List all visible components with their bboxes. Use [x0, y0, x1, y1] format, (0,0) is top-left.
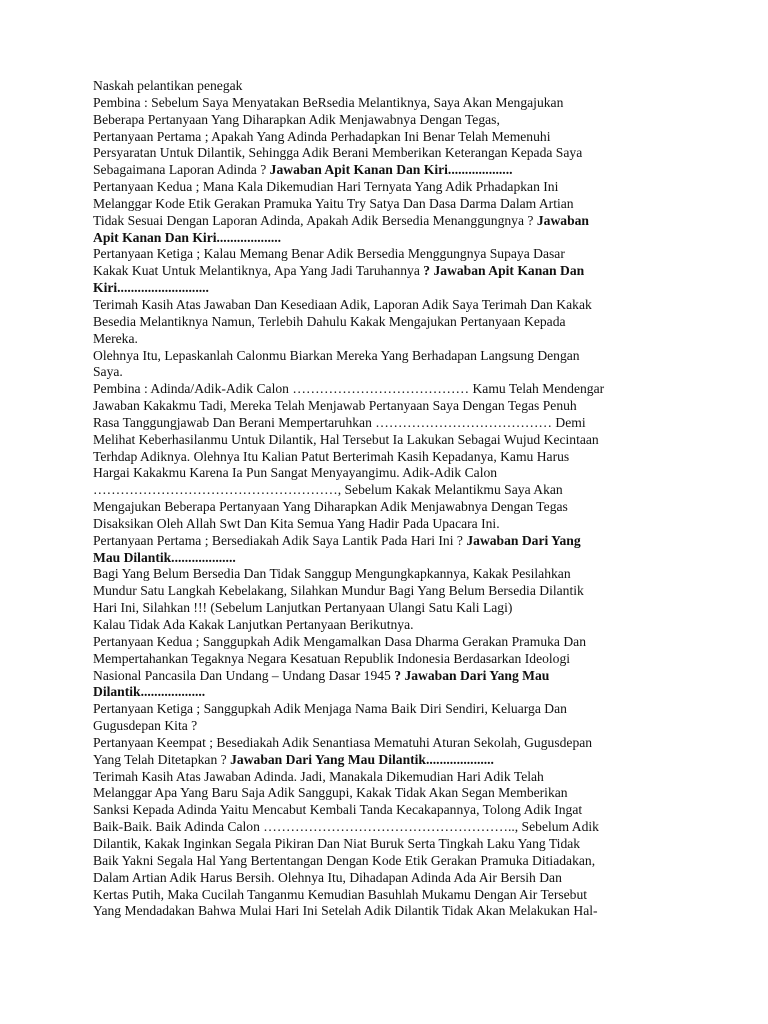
text-line	[93, 280, 693, 297]
text-line	[93, 432, 693, 449]
line-text: Pertanyaan Keempat ; Besediakah Adik Senantiasa Mematuhi Aturan Sekolah, Gugusdepan	[93, 734, 593, 750]
line-text: Naskah pelantikan penegak	[93, 78, 243, 93]
line-text: Tidak Sesuai Dengan Laporan Adinda, Apakah Adik Bersedia Menanggungnya ?	[93, 212, 537, 228]
line-text: Nasional Pancasila Dan Undang – Undang Dasar 1945	[93, 667, 395, 683]
text-line	[93, 499, 693, 516]
answer-text: Jawaban Dari Yang	[466, 532, 581, 548]
answer-text: ? Jawaban Apit Kanan Dan	[423, 263, 585, 279]
line-text: Baik-Baik. Baik Adinda Calon ……………………………………………….., Sebelum Adik	[93, 819, 599, 835]
line-text: Persyaratan Untuk Dilantik, Sehingga Adik Berani Memberikan Keterangan Kepada Saya	[93, 145, 583, 161]
line-text: Mundur Satu Langkah Kebelakang, Silahkan Mundur Bagi Yang Belum Bersedia Dilantik	[93, 583, 584, 599]
text-line	[93, 381, 693, 398]
answer-text: Dilantik...................	[93, 684, 206, 700]
text-line	[93, 213, 693, 230]
text-line	[93, 230, 693, 247]
line-text: Mereka.	[93, 330, 138, 346]
line-text: Sebagaimana Laporan Adinda ?	[93, 162, 270, 178]
text-line	[93, 465, 693, 482]
line-text: Baik Yakni Segala Hal Yang Bertentangan Dengan Kode Etik Gerakan Pramuka Ditiadakan,	[93, 852, 596, 868]
text-line	[93, 263, 693, 280]
line-text: Melanggar Apa Yang Baru Saja Adik Sanggupi, Kakak Tidak Akan Segan Memberikan	[93, 785, 568, 801]
text-line	[93, 583, 693, 600]
line-text: Pertanyaan Ketiga ; Sanggupkah Adik Menjaga Nama Baik Diri Sendiri, Keluarga Dan	[93, 701, 567, 717]
document-body	[93, 78, 693, 920]
text-line	[93, 802, 693, 819]
text-line	[93, 179, 693, 196]
text-line	[93, 617, 693, 634]
text-line	[93, 853, 693, 870]
line-text: Olehnya Itu, Lepaskanlah Calonmu Biarkan Mereka Yang Berhadapan Langsung Dengan	[93, 347, 580, 363]
text-line	[93, 364, 693, 381]
text-line	[93, 600, 693, 617]
text-line	[93, 735, 693, 752]
line-text: Bagi Yang Belum Bersedia Dan Tidak Sanggup Mengungkapkannya, Kakak Pesilahkan	[93, 566, 571, 582]
text-line	[93, 550, 693, 567]
text-line	[93, 112, 693, 129]
line-text: Terhdap Adiknya. Olehnya Itu Kalian Patut Berterimah Kasih Kepadanya, Kamu Harus	[93, 448, 570, 464]
line-text: Pertanyaan Ketiga ; Kalau Memang Benar Adik Bersedia Menggungnya Supaya Dasar	[93, 246, 565, 262]
text-line	[93, 566, 693, 583]
line-text: Besedia Melantiknya Namun, Terlebih Dahulu Kakak Mengajukan Pertanyaan Kepada	[93, 313, 566, 329]
line-text: Kalau Tidak Ada Kakak Lanjutkan Pertanyaan Berikutnya.	[93, 617, 414, 632]
line-text: Yang Telah Ditetapkan ?	[93, 751, 231, 767]
text-line	[93, 701, 693, 718]
text-line	[93, 870, 693, 887]
line-text: Rasa Tanggungjawab Dan Berani Mempertaruhkan ………………………………… Demi	[93, 414, 586, 430]
text-line	[93, 482, 693, 499]
text-line	[93, 819, 693, 836]
text-line	[93, 246, 693, 263]
line-text: Kakak Kuat Untuk Melantiknya, Apa Yang Jadi Taruhannya	[93, 263, 424, 279]
line-text: Pertanyaan Kedua ; Sanggupkah Adik Mengamalkan Dasa Dharma Gerakan Pramuka Dan	[93, 633, 586, 649]
line-text: Yang Mendadakan Bahwa Mulai Hari Ini Setelah Adik Dilantik Tidak Akan Melakukan Hal-	[93, 903, 598, 919]
line-text: Mengajukan Beberapa Pertanyaan Yang Diharapkan Adik Menjawabnya Dengan Tegas	[93, 499, 568, 515]
line-text: Mempertahankan Tegaknya Negara Kesatuan Republik Indonesia Berdasarkan Ideologi	[93, 650, 571, 666]
answer-text: Kiri...........................	[93, 280, 209, 296]
answer-text: ? Jawaban Dari Yang Mau	[394, 667, 550, 683]
line-text: Pembina : Sebelum Saya Menyatakan BeRsedia Melantiknya, Saya Akan Mengajukan	[93, 94, 564, 110]
text-line	[93, 903, 693, 920]
text-line	[93, 78, 693, 95]
line-text: Beberapa Pertanyaan Yang Diharapkan Adik Menjawabnya Dengan Tegas,	[93, 111, 500, 127]
line-text: Disaksikan Oleh Allah Swt Dan Kita Semua Yang Hadir Pada Upacara Ini.	[93, 515, 500, 531]
text-line	[93, 785, 693, 802]
line-text: Melihat Keberhasilanmu Untuk Dilantik, Hal Tersebut Ia Lakukan Sebagai Wujud Kecintaan	[93, 431, 599, 447]
line-text: Melanggar Kode Etik Gerakan Pramuka Yaitu Try Satya Dan Dasa Darma Dalam Artian	[93, 195, 574, 211]
line-text: ………………………………………………, Sebelum Kakak Melantikmu Saya Akan	[93, 482, 563, 498]
text-line	[93, 769, 693, 786]
line-text: Terimah Kasih Atas Jawaban Dan Kesediaan Adik, Laporan Adik Saya Terimah Dan Kakak	[93, 296, 592, 312]
text-line	[93, 297, 693, 314]
answer-text: Mau Dilantik...................	[93, 549, 236, 565]
line-text: Jawaban Kakakmu Tadi, Mereka Telah Menjawab Pertanyaan Saya Dengan Tegas Penuh	[93, 398, 577, 414]
text-line	[93, 752, 693, 769]
text-line	[93, 836, 693, 853]
line-text: Pembina : Adinda/Adik-Adik Calon ………………………………… Kamu Telah Mendengar	[93, 381, 605, 397]
text-line	[93, 415, 693, 432]
text-line	[93, 651, 693, 668]
line-text: Saya.	[93, 364, 123, 380]
line-text: Dalam Artian Adik Harus Bersih. Olehnya Itu, Dihadapan Adinda Ada Air Bersih Dan	[93, 869, 562, 885]
text-line	[93, 331, 693, 348]
text-line	[93, 449, 693, 466]
text-line	[93, 162, 693, 179]
answer-text: Jawaban Apit Kanan Dan Kiri...................	[269, 162, 513, 178]
text-line	[93, 668, 693, 685]
line-text: Hargai Kakakmu Karena Ia Pun Sangat Menyayangimu. Adik-Adik Calon	[93, 465, 498, 481]
answer-text: Jawaban Dari Yang Mau Dilantik....................	[230, 751, 494, 767]
text-line	[93, 398, 693, 415]
line-text: Pertanyaan Kedua ; Mana Kala Dikemudian Hari Ternyata Yang Adik Prhadapkan Ini	[93, 179, 559, 195]
line-text: Gugusdepan Kita ?	[93, 718, 198, 734]
text-line	[93, 348, 693, 365]
text-line	[93, 718, 693, 735]
line-text: Pertanyaan Pertama ; Bersediakah Adik Saya Lantik Pada Hari Ini ?	[93, 532, 467, 548]
text-line	[93, 95, 693, 112]
answer-text: Jawaban	[536, 212, 589, 228]
line-text: Hari Ini, Silahkan !!! (Sebelum Lanjutkan Pertanyaan Ulangi Satu Kali Lagi)	[93, 600, 513, 616]
line-text: Kertas Putih, Maka Cucilah Tanganmu Kemudian Basuhlah Mukamu Dengan Air Tersebut	[93, 886, 588, 902]
line-text: Dilantik, Kakak Inginkan Segala Pikiran Dan Niat Buruk Serta Tingkah Laku Yang Tidak	[93, 835, 581, 851]
text-line	[93, 684, 693, 701]
line-text: Pertanyaan Pertama ; Apakah Yang Adinda Perhadapkan Ini Benar Telah Memenuhi	[93, 128, 551, 144]
text-line	[93, 887, 693, 904]
text-line	[93, 129, 693, 146]
answer-text: Apit Kanan Dan Kiri...................	[93, 229, 282, 245]
line-text: Sanksi Kepada Adinda Yaitu Mencabut Kembali Tanda Kecakapannya, Tolong Adik Ingat	[93, 802, 583, 818]
line-text: Terimah Kasih Atas Jawaban Adinda. Jadi, Manakala Dikemudian Hari Adik Telah	[93, 768, 544, 784]
text-line	[93, 634, 693, 651]
text-line	[93, 516, 693, 533]
text-line	[93, 314, 693, 331]
text-line	[93, 196, 693, 213]
text-line	[93, 145, 693, 162]
text-line	[93, 533, 693, 550]
